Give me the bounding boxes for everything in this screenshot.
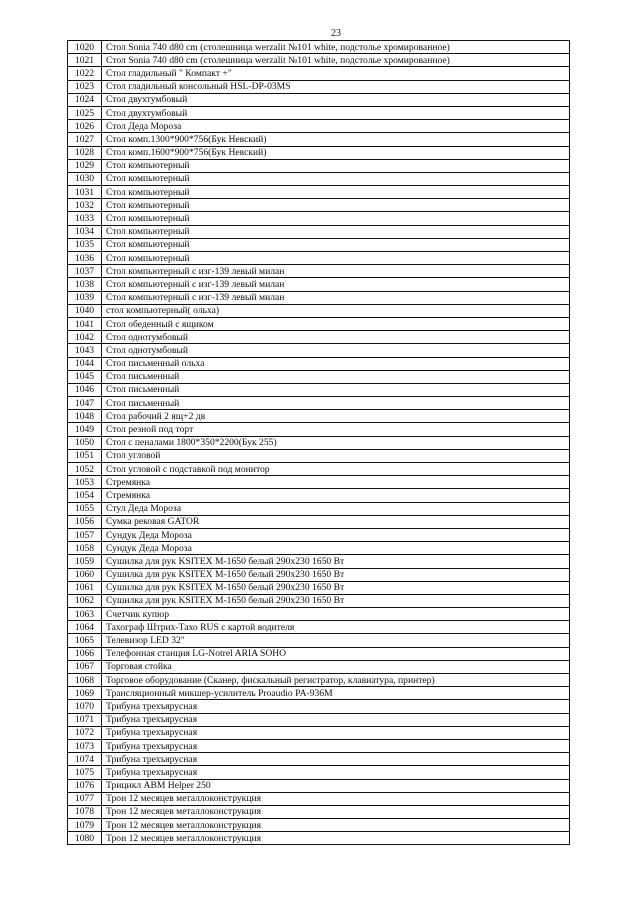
- table-row: [68, 594, 570, 607]
- item-name: Трибуна трехъярусная: [102, 700, 570, 713]
- row-number: 1068: [68, 674, 102, 687]
- table-row: [68, 212, 570, 225]
- row-number: 1074: [68, 753, 102, 766]
- table-row: [68, 54, 570, 67]
- item-name: Стол гладильный консольный HSL-DP-03MS: [102, 80, 570, 93]
- row-number: 1038: [68, 278, 102, 291]
- item-name: Стол угловой с подставкой под монитор: [102, 463, 570, 476]
- item-name: Стол компьютерный: [102, 199, 570, 212]
- table-row: [68, 449, 570, 462]
- row-number: 1046: [68, 383, 102, 396]
- row-number: 1062: [68, 594, 102, 607]
- table-row: [68, 225, 570, 238]
- item-name: Трибуна трехъярусная: [102, 766, 570, 779]
- row-number: 1039: [68, 291, 102, 304]
- table-row: [68, 568, 570, 581]
- table-row: [68, 423, 570, 436]
- item-name: Стол компьютерный с изг-139 левый милан: [102, 265, 570, 278]
- item-name: Стол компьютерный: [102, 252, 570, 265]
- row-number: 1065: [68, 634, 102, 647]
- row-number: 1033: [68, 212, 102, 225]
- item-name: Стол обеденный с ящиком: [102, 317, 570, 330]
- table-row: [68, 608, 570, 621]
- item-name: Стол рабочий 2 ящ+2 дв: [102, 410, 570, 423]
- row-number: 1026: [68, 120, 102, 133]
- table-row: [68, 489, 570, 502]
- item-name: Телевизор LED 32": [102, 634, 570, 647]
- table-row: [68, 555, 570, 568]
- item-name: Стол компьютерный: [102, 159, 570, 172]
- table-row: [68, 93, 570, 106]
- table-row: [68, 805, 570, 818]
- item-name: Телефонная станция LG-Notrel ARIA SOHO: [102, 647, 570, 660]
- item-name: Стол однотумбовый: [102, 344, 570, 357]
- row-number: 1053: [68, 476, 102, 489]
- item-name: стол компьютерный( ольха): [102, 304, 570, 317]
- item-name: Стол однотумбовый: [102, 331, 570, 344]
- row-number: 1078: [68, 805, 102, 818]
- item-name: Трон 12 месяцев металлоконструкция: [102, 792, 570, 805]
- row-number: 1064: [68, 621, 102, 634]
- item-name: Трицикл ABM Helper 250: [102, 779, 570, 792]
- item-name: Стремянка: [102, 476, 570, 489]
- table-row: [68, 700, 570, 713]
- table-row: [68, 304, 570, 317]
- table-row: [68, 476, 570, 489]
- table-row: [68, 713, 570, 726]
- item-name: Трибуна трехъярусная: [102, 713, 570, 726]
- item-name: Сушилка для рук KSITEX M-1650 белый 290x230 1650 Вт: [102, 581, 570, 594]
- row-number: 1037: [68, 265, 102, 278]
- table-row: [68, 515, 570, 528]
- item-name: Стол резной под торт: [102, 423, 570, 436]
- table-row: [68, 542, 570, 555]
- page-number: 23: [331, 28, 341, 39]
- row-number: 1023: [68, 80, 102, 93]
- row-number: 1041: [68, 317, 102, 330]
- row-number: 1077: [68, 792, 102, 805]
- table-row: [68, 634, 570, 647]
- item-name: Стол письменный: [102, 370, 570, 383]
- row-number: 1059: [68, 555, 102, 568]
- row-number: 1035: [68, 238, 102, 251]
- item-name: Стул Деда Мороза: [102, 502, 570, 515]
- row-number: 1069: [68, 687, 102, 700]
- item-name: Сундук Деда Мороза: [102, 528, 570, 541]
- table-row: [68, 133, 570, 146]
- item-name: Сушилка для рук KSITEX M-1650 белый 290x230 1650 Вт: [102, 568, 570, 581]
- item-name: Стол угловой: [102, 449, 570, 462]
- row-number: 1031: [68, 186, 102, 199]
- row-number: 1047: [68, 397, 102, 410]
- inventory-table-body: [68, 41, 570, 845]
- row-number: 1057: [68, 528, 102, 541]
- table-row: [68, 331, 570, 344]
- table-row: [68, 819, 570, 832]
- row-number: 1067: [68, 660, 102, 673]
- table-row: [68, 344, 570, 357]
- item-name: Трибуна трехъярусная: [102, 726, 570, 739]
- row-number: 1079: [68, 819, 102, 832]
- item-name: Трон 12 месяцев металлоконструкция: [102, 805, 570, 818]
- row-number: 1024: [68, 93, 102, 106]
- item-name: Стол письменный ольха: [102, 357, 570, 370]
- item-name: Стол письменный: [102, 383, 570, 396]
- table-row: [68, 291, 570, 304]
- row-number: 1058: [68, 542, 102, 555]
- row-number: 1022: [68, 67, 102, 80]
- row-number: 1050: [68, 436, 102, 449]
- item-name: Торговая стойка: [102, 660, 570, 673]
- row-number: 1030: [68, 172, 102, 185]
- row-number: 1040: [68, 304, 102, 317]
- table-row: [68, 238, 570, 251]
- table-row: [68, 67, 570, 80]
- table-row: [68, 146, 570, 159]
- table-row: [68, 621, 570, 634]
- table-row: [68, 647, 570, 660]
- item-name: Трибуна трехъярусная: [102, 753, 570, 766]
- table-row: [68, 832, 570, 845]
- item-name: Сумка рековая GATOR: [102, 515, 570, 528]
- row-number: 1042: [68, 331, 102, 344]
- item-name: Трансляционный микшер-усилитель Proaudio PA-936M: [102, 687, 570, 700]
- row-number: 1055: [68, 502, 102, 515]
- table-row: [68, 581, 570, 594]
- item-name: Стол Sonia 740 d80 cm (столешница werzalit №101 white, подстолье хромированное): [102, 41, 570, 54]
- table-row: [68, 159, 570, 172]
- row-number: 1032: [68, 199, 102, 212]
- item-name: Торговое оборудование (Сканер, фискальный регистратор, клавиатура, принтер): [102, 674, 570, 687]
- item-name: Сундук Деда Мороза: [102, 542, 570, 555]
- item-name: Стол компьютерный: [102, 212, 570, 225]
- row-number: 1044: [68, 357, 102, 370]
- row-number: 1063: [68, 608, 102, 621]
- item-name: Стол Деда Мороза: [102, 120, 570, 133]
- table-row: [68, 528, 570, 541]
- table-row: [68, 792, 570, 805]
- item-name: Стол двухтумбовый: [102, 93, 570, 106]
- row-number: 1034: [68, 225, 102, 238]
- row-number: 1080: [68, 832, 102, 845]
- item-name: Стол комп.1600*900*756(Бук Невский): [102, 146, 570, 159]
- row-number: 1048: [68, 410, 102, 423]
- row-number: 1045: [68, 370, 102, 383]
- table-row: [68, 674, 570, 687]
- item-name: Стол компьютерный: [102, 225, 570, 238]
- item-name: Стол компьютерный с изг-139 левый милан: [102, 291, 570, 304]
- table-row: [68, 357, 570, 370]
- row-number: 1043: [68, 344, 102, 357]
- row-number: 1025: [68, 106, 102, 119]
- row-number: 1054: [68, 489, 102, 502]
- table-row: [68, 726, 570, 739]
- item-name: Стол компьютерный: [102, 186, 570, 199]
- table-row: [68, 753, 570, 766]
- row-number: 1027: [68, 133, 102, 146]
- row-number: 1049: [68, 423, 102, 436]
- row-number: 1021: [68, 54, 102, 67]
- table-row: [68, 397, 570, 410]
- item-name: Стол с пеналами 1800*350*2200(Бук 255): [102, 436, 570, 449]
- table-row: [68, 502, 570, 515]
- row-number: 1028: [68, 146, 102, 159]
- row-number: 1066: [68, 647, 102, 660]
- table-row: [68, 41, 570, 54]
- table-row: [68, 252, 570, 265]
- item-name: Стол двухтумбовый: [102, 106, 570, 119]
- table-row: [68, 106, 570, 119]
- table-row: [68, 779, 570, 792]
- table-row: [68, 766, 570, 779]
- table-row: [68, 410, 570, 423]
- item-name: Трон 12 месяцев металлоконструкция: [102, 832, 570, 845]
- item-name: Сушилка для рук KSITEX M-1650 белый 290x230 1650 Вт: [102, 594, 570, 607]
- item-name: Сушилка для рук KSITEX M-1650 белый 290x230 1650 Вт: [102, 555, 570, 568]
- table-row: [68, 687, 570, 700]
- row-number: 1056: [68, 515, 102, 528]
- row-number: 1071: [68, 713, 102, 726]
- row-number: 1072: [68, 726, 102, 739]
- table-row: [68, 172, 570, 185]
- table-row: [68, 265, 570, 278]
- row-number: 1076: [68, 779, 102, 792]
- item-name: Трон 12 месяцев металлоконструкция: [102, 819, 570, 832]
- row-number: 1051: [68, 449, 102, 462]
- item-name: Стол компьютерный: [102, 238, 570, 251]
- table-row: [68, 739, 570, 752]
- table-row: [68, 660, 570, 673]
- item-name: Стол Sonia 740 d80 cm (столешница werzalit №101 white, подстолье хромированное): [102, 54, 570, 67]
- item-name: Стол гладильный " Компакт +": [102, 67, 570, 80]
- table-row: [68, 199, 570, 212]
- item-name: Стол письменный: [102, 397, 570, 410]
- item-name: Счетчик купюр: [102, 608, 570, 621]
- item-name: Трибуна трехъярусная: [102, 739, 570, 752]
- item-name: Стол компьютерный: [102, 172, 570, 185]
- row-number: 1036: [68, 252, 102, 265]
- table-row: [68, 317, 570, 330]
- table-row: [68, 80, 570, 93]
- item-name: Стол компьютерный с изг-139 левый милан: [102, 278, 570, 291]
- row-number: 1020: [68, 41, 102, 54]
- table-row: [68, 120, 570, 133]
- item-name: Стол комп.1300*900*756(Бук Невский): [102, 133, 570, 146]
- row-number: 1052: [68, 463, 102, 476]
- table-row: [68, 370, 570, 383]
- row-number: 1060: [68, 568, 102, 581]
- table-row: [68, 463, 570, 476]
- table-row: [68, 383, 570, 396]
- item-name: Тахограф Штрих-Тахо RUS с картой водителя: [102, 621, 570, 634]
- inventory-table: [67, 40, 570, 845]
- table-row: [68, 436, 570, 449]
- row-number: 1029: [68, 159, 102, 172]
- row-number: 1061: [68, 581, 102, 594]
- row-number: 1070: [68, 700, 102, 713]
- item-name: Стремянка: [102, 489, 570, 502]
- row-number: 1075: [68, 766, 102, 779]
- row-number: 1073: [68, 739, 102, 752]
- table-row: [68, 186, 570, 199]
- table-row: [68, 278, 570, 291]
